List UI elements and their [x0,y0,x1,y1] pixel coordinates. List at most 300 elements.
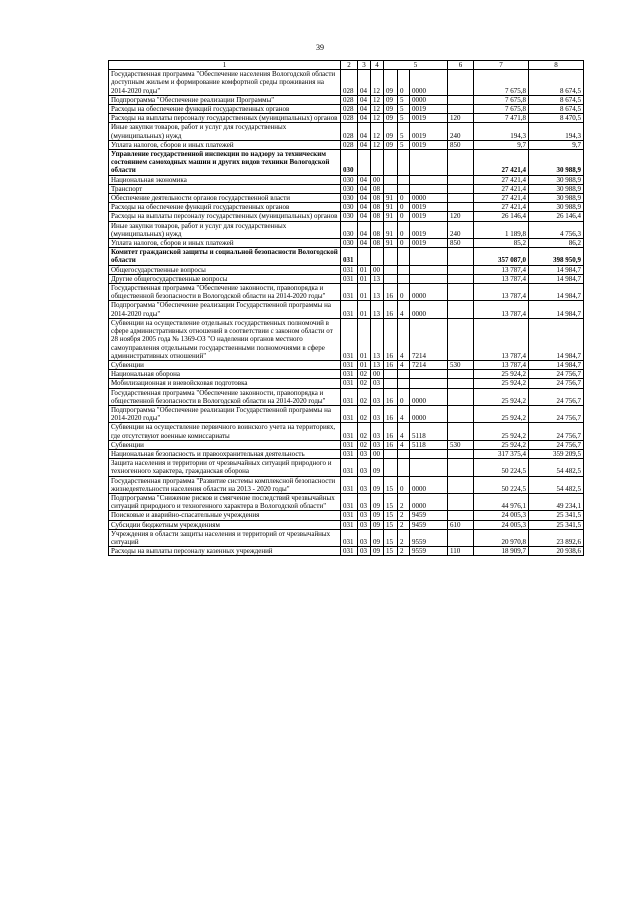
table-row [109,274,584,283]
cell-c5a: 91 [384,212,398,221]
cell-c6 [448,370,474,379]
cell-c5c: 9459 [410,520,448,529]
cell-c6: 850 [448,140,474,149]
cell-c7: 27 421,4 [474,150,529,176]
cell-c2: 031 [341,449,358,458]
cell-c5c [410,175,448,184]
cell-c4: 12 [371,123,384,140]
cell-c8: 49 234,1 [529,493,584,510]
table-row [109,184,584,193]
cell-c5c: 0019 [410,114,448,123]
cell-name: Уплата налогов, сборов и иных платежей [109,239,341,248]
cell-c5b [398,248,410,265]
cell-c3: 01 [358,274,371,283]
table-row [109,449,584,458]
table-body [109,70,584,556]
table-row [109,360,584,369]
cell-c8: 14 984,7 [529,301,584,318]
cell-c6 [448,70,474,96]
cell-c3: 02 [358,423,371,440]
cell-c8: 25 341,5 [529,520,584,529]
cell-c4 [371,150,384,176]
cell-name: Национальная оборона [109,370,341,379]
header-col-6: 6 [448,61,474,70]
cell-c5c: 9459 [410,511,448,520]
cell-c5c: 7214 [410,360,448,369]
cell-c4: 03 [371,379,384,388]
cell-c2: 028 [341,95,358,104]
cell-c5a: 09 [384,140,398,149]
cell-c8: 8 470,5 [529,114,584,123]
cell-name: Национальная безопасность и правоохранительная деятельность [109,449,341,458]
cell-c8: 26 146,4 [529,212,584,221]
cell-c3: 03 [358,459,371,476]
cell-c2: 031 [341,405,358,422]
cell-c8: 30 988,9 [529,203,584,212]
cell-c2: 031 [341,360,358,369]
cell-c5c: 0000 [410,405,448,422]
cell-c5b: 0 [398,212,410,221]
cell-c4: 00 [371,449,384,458]
cell-c2: 031 [341,423,358,440]
cell-c5c: 0000 [410,194,448,203]
cell-c2: 031 [341,318,358,360]
table-row [109,520,584,529]
cell-c6: 240 [448,123,474,140]
cell-c3: 04 [358,184,371,193]
cell-c5a: 09 [384,70,398,96]
cell-c5b: 0 [398,221,410,238]
cell-name: Государственная программа "Обеспечение законности, правопорядка и общественной безопасности в Вологодской области на 2014-2020 годы" [109,388,341,405]
cell-c5b [398,274,410,283]
cell-c6 [448,301,474,318]
cell-c5b: 5 [398,140,410,149]
header-col-1: 1 [109,61,341,70]
cell-c4: 09 [371,529,384,546]
cell-c4: 09 [371,547,384,556]
cell-c5a [384,175,398,184]
cell-c7: 24 005,3 [474,511,529,520]
cell-name: Общегосударственные вопросы [109,265,341,274]
cell-c5c [410,184,448,193]
cell-c2: 028 [341,140,358,149]
cell-c6 [448,265,474,274]
cell-c2: 028 [341,114,358,123]
cell-c6 [448,388,474,405]
cell-c7: 317 375,4 [474,449,529,458]
cell-c3: 03 [358,476,371,493]
cell-c2: 030 [341,150,358,176]
cell-c4 [371,248,384,265]
table-row [109,459,584,476]
cell-c6 [448,511,474,520]
cell-c3: 04 [358,123,371,140]
cell-c5c: 0019 [410,221,448,238]
cell-name: Комитет гражданской защиты и социальной безопасности Вологодской области [109,248,341,265]
cell-c8: 86,2 [529,239,584,248]
cell-c2: 028 [341,70,358,96]
cell-c6 [448,476,474,493]
table-row [109,123,584,140]
cell-c3 [358,248,371,265]
cell-c5c: 0000 [410,476,448,493]
cell-c2: 031 [341,370,358,379]
cell-c3: 02 [358,388,371,405]
cell-c6 [448,175,474,184]
cell-c2: 030 [341,184,358,193]
cell-c3: 04 [358,70,371,96]
cell-c6: 610 [448,520,474,529]
cell-c2: 031 [341,520,358,529]
cell-c6 [448,274,474,283]
cell-c6 [448,194,474,203]
cell-c2: 031 [341,529,358,546]
cell-c4: 09 [371,520,384,529]
cell-c4: 00 [371,370,384,379]
cell-c3: 04 [358,239,371,248]
cell-c5b: 2 [398,529,410,546]
cell-c5a: 15 [384,511,398,520]
cell-c8: 24 756,7 [529,405,584,422]
cell-c4: 09 [371,476,384,493]
table-row [109,370,584,379]
cell-name: Иные закупки товаров, работ и услуг для государственных (муниципальных) нужд [109,221,341,238]
cell-c6: 110 [448,547,474,556]
table-row [109,95,584,104]
cell-c7: 20 970,8 [474,529,529,546]
cell-c5b: 0 [398,194,410,203]
cell-c5a: 09 [384,123,398,140]
cell-c3: 03 [358,529,371,546]
cell-c2: 030 [341,203,358,212]
cell-name: Расходы на выплаты персоналу государственных (муниципальных) органов [109,212,341,221]
cell-name: Поисковые и аварийно-спасательные учреждения [109,511,341,520]
table-row [109,265,584,274]
table-row [109,284,584,301]
cell-c4: 13 [371,284,384,301]
cell-c7: 50 224,5 [474,459,529,476]
cell-c2: 030 [341,212,358,221]
cell-c7: 9,7 [474,140,529,149]
cell-name: Другие общегосударственные вопросы [109,274,341,283]
table-row [109,175,584,184]
cell-c7: 7 675,8 [474,95,529,104]
cell-c5c: 9559 [410,547,448,556]
cell-c4: 13 [371,360,384,369]
cell-c6: 120 [448,114,474,123]
cell-c3: 03 [358,520,371,529]
cell-c5c: 0019 [410,123,448,140]
cell-c7: 357 087,0 [474,248,529,265]
table-row [109,529,584,546]
cell-c5c: 0000 [410,95,448,104]
table-row [109,248,584,265]
cell-c5b [398,175,410,184]
cell-c7: 13 787,4 [474,318,529,360]
cell-c5a: 15 [384,547,398,556]
cell-c5a: 91 [384,239,398,248]
cell-c8: 359 209,5 [529,449,584,458]
cell-c5c [410,379,448,388]
cell-c6: 530 [448,360,474,369]
cell-c5b: 4 [398,360,410,369]
cell-c5a: 16 [384,423,398,440]
cell-c2: 031 [341,274,358,283]
cell-c4: 13 [371,274,384,283]
cell-c4: 03 [371,405,384,422]
cell-name: Государственная программа "Обеспечение населения Вологодской области доступным жильем и формирование комфортной среды проживания на 2014-2020 годы" [109,70,341,96]
cell-name: Подпрограмма "Обеспечение реализации Программы" [109,95,341,104]
cell-name: Государственная программа "Развитие системы комплексной безопасности жизнедеятельности населения области на 2013 - 2020 годы" [109,476,341,493]
cell-c5c [410,265,448,274]
cell-c3: 01 [358,284,371,301]
cell-name: Подпрограмма "Обеспечение реализации Государственной программы на 2014-2020 годы" [109,405,341,422]
cell-c2: 031 [341,440,358,449]
cell-c5c [410,150,448,176]
cell-c4: 00 [371,175,384,184]
cell-c7: 13 787,4 [474,301,529,318]
cell-c8: 14 984,7 [529,274,584,283]
cell-c7: 25 924,2 [474,440,529,449]
cell-c4: 13 [371,318,384,360]
cell-c5b: 2 [398,511,410,520]
cell-c4: 13 [371,301,384,318]
cell-c5c [410,459,448,476]
cell-c5b: 5 [398,114,410,123]
cell-c5c [410,370,448,379]
cell-c4: 09 [371,459,384,476]
cell-c6 [448,459,474,476]
cell-c7: 13 787,4 [474,265,529,274]
cell-c5a: 16 [384,405,398,422]
cell-c8: 24 756,7 [529,440,584,449]
cell-c5a [384,274,398,283]
table-row [109,150,584,176]
cell-c8: 54 482,5 [529,476,584,493]
cell-c3: 04 [358,114,371,123]
cell-c7: 50 224,5 [474,476,529,493]
cell-c5c: 7214 [410,318,448,360]
cell-c5b [398,449,410,458]
cell-c5c: 0000 [410,388,448,405]
cell-c2: 028 [341,123,358,140]
cell-c7: 13 787,4 [474,274,529,283]
cell-name: Мобилизационная и вневойсковая подготовка [109,379,341,388]
cell-c8: 24 756,7 [529,423,584,440]
cell-c2: 031 [341,379,358,388]
cell-c5a [384,150,398,176]
cell-c2: 030 [341,194,358,203]
table-row [109,440,584,449]
cell-c5b: 4 [398,405,410,422]
cell-c5a [384,379,398,388]
cell-c5c: 0019 [410,140,448,149]
cell-c2: 031 [341,248,358,265]
cell-c8: 30 988,9 [529,175,584,184]
cell-c5a: 16 [384,301,398,318]
budget-table [108,60,584,556]
cell-c5a: 15 [384,529,398,546]
cell-c3: 01 [358,318,371,360]
cell-name: Субсидии бюджетным учреждениям [109,520,341,529]
cell-c2: 031 [341,493,358,510]
cell-c4: 08 [371,212,384,221]
cell-c5a [384,459,398,476]
cell-c3: 04 [358,221,371,238]
cell-c8: 24 756,7 [529,388,584,405]
cell-c7: 7 471,8 [474,114,529,123]
header-col-8: 8 [529,61,584,70]
page-number: 39 [316,43,324,52]
cell-c5b [398,370,410,379]
cell-c4: 03 [371,423,384,440]
table-row [109,379,584,388]
cell-c5a: 16 [384,360,398,369]
header-col-7: 7 [474,61,529,70]
cell-c8: 24 756,7 [529,379,584,388]
cell-c5a [384,184,398,193]
header-col-5: 5 [384,61,448,70]
cell-c6: 850 [448,239,474,248]
cell-c7: 27 421,4 [474,203,529,212]
cell-c2: 031 [341,284,358,301]
cell-c4: 08 [371,221,384,238]
cell-c5a [384,248,398,265]
cell-c6: 120 [448,212,474,221]
cell-name: Защита населения и территории от чрезвычайных ситуаций природного и техногенного характера, гражданская оборона [109,459,341,476]
cell-c5c: 5118 [410,423,448,440]
cell-c3: 04 [358,95,371,104]
cell-c5b [398,379,410,388]
cell-c6 [448,405,474,422]
cell-name: Подпрограмма "Обеспечение реализации Государственной программы на 2014-2020 годы" [109,301,341,318]
cell-c5b: 4 [398,440,410,449]
cell-c6 [448,105,474,114]
cell-c4: 08 [371,184,384,193]
cell-c5b: 2 [398,547,410,556]
cell-c2: 028 [341,105,358,114]
cell-c6 [448,449,474,458]
cell-c5b [398,150,410,176]
cell-c8: 30 988,9 [529,184,584,193]
cell-c5c [410,449,448,458]
cell-c6: 530 [448,440,474,449]
table-row [109,221,584,238]
cell-c7: 26 146,4 [474,212,529,221]
cell-c5a [384,370,398,379]
cell-c5a: 91 [384,194,398,203]
cell-name: Подпрограмма "Снижение рисков и смягчение последствий чрезвычайных ситуаций природного и техногенного характера в Вологодской области" [109,493,341,510]
cell-c3: 01 [358,360,371,369]
cell-name: Субвенции [109,440,341,449]
table-row [109,547,584,556]
cell-c5a: 15 [384,520,398,529]
cell-c4: 12 [371,105,384,114]
cell-c6 [448,95,474,104]
cell-c5a: 15 [384,493,398,510]
cell-name: Учреждения в области защиты населения и территорий от чрезвычайных ситуаций [109,529,341,546]
table-row [109,301,584,318]
cell-c7: 1 189,8 [474,221,529,238]
cell-c3: 04 [358,105,371,114]
cell-c8: 14 984,7 [529,318,584,360]
cell-c5a: 09 [384,105,398,114]
cell-c6 [448,423,474,440]
cell-name: Расходы на выплаты персоналу государственных (муниципальных) органов [109,114,341,123]
cell-c5b: 2 [398,520,410,529]
cell-c5b: 4 [398,318,410,360]
cell-name: Расходы на обеспечение функций государственных органов [109,105,341,114]
cell-c3: 02 [358,440,371,449]
cell-c8: 25 341,5 [529,511,584,520]
cell-c5b: 0 [398,203,410,212]
cell-c5b: 0 [398,70,410,96]
cell-c5a: 91 [384,203,398,212]
cell-c7: 27 421,4 [474,184,529,193]
table-row [109,493,584,510]
cell-c5a: 09 [384,114,398,123]
cell-c4: 08 [371,194,384,203]
cell-c7: 24 005,3 [474,520,529,529]
cell-c4: 12 [371,70,384,96]
cell-c7: 194,3 [474,123,529,140]
cell-c8: 30 988,9 [529,150,584,176]
cell-c4: 00 [371,265,384,274]
cell-c7: 27 421,4 [474,175,529,184]
cell-c5b [398,184,410,193]
cell-name: Иные закупки товаров, работ и услуг для государственных (муниципальных) нужд [109,123,341,140]
table-row [109,318,584,360]
cell-c7: 25 924,2 [474,405,529,422]
table-row [109,388,584,405]
cell-c3: 04 [358,175,371,184]
cell-c5c: 0000 [410,301,448,318]
cell-c5a: 91 [384,221,398,238]
cell-c3 [358,150,371,176]
cell-c6 [448,248,474,265]
cell-name: Обеспечение деятельности органов государственной власти [109,194,341,203]
table-row [109,405,584,422]
cell-c8: 8 674,5 [529,70,584,96]
table-row [109,239,584,248]
cell-c7: 7 675,8 [474,70,529,96]
cell-c3: 04 [358,194,371,203]
cell-c5a: 09 [384,95,398,104]
cell-c2: 031 [341,459,358,476]
cell-c3: 01 [358,301,371,318]
cell-c3: 01 [358,265,371,274]
cell-c5a [384,449,398,458]
cell-c8: 398 950,9 [529,248,584,265]
cell-c8: 14 984,7 [529,265,584,274]
table-row [109,212,584,221]
cell-c2: 030 [341,221,358,238]
cell-c8: 4 756,3 [529,221,584,238]
cell-c2: 031 [341,511,358,520]
header-col-4: 4 [371,61,384,70]
cell-c8: 30 988,9 [529,194,584,203]
cell-c6 [448,318,474,360]
table-row [109,203,584,212]
cell-c5c: 0019 [410,239,448,248]
cell-c7: 18 909,7 [474,547,529,556]
header-row [109,61,584,70]
table-row [109,194,584,203]
cell-c4: 12 [371,114,384,123]
cell-c4: 12 [371,140,384,149]
cell-c5b: 0 [398,388,410,405]
cell-c3: 04 [358,140,371,149]
